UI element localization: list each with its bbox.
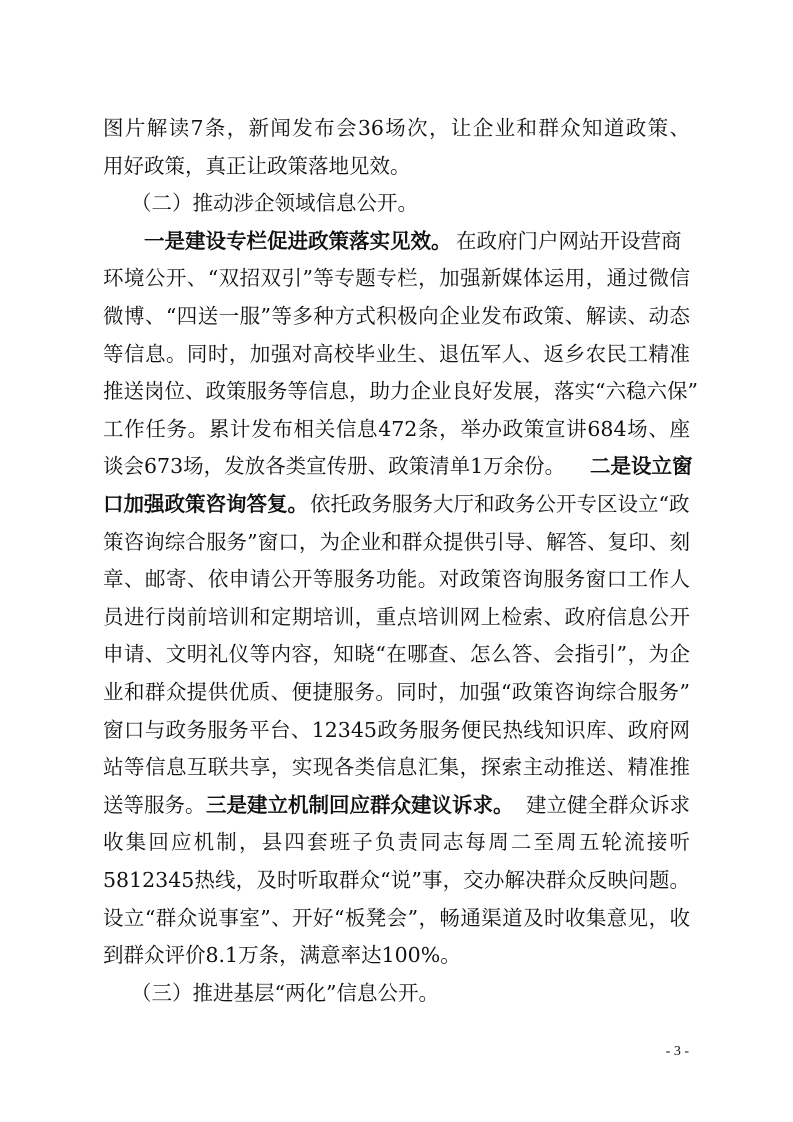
text-line [0,935,793,975]
bold-lead: 一是建设专栏促进政策落实见效。 [144,228,452,253]
text: 业和群众提供优质、便捷服务。同时，加强“政策咨询综合服务” [103,680,690,704]
text-line [0,334,793,374]
text: 工作任务。累计发布相关信息472条，举办政策宣讲684场、座 [103,416,690,441]
text-line [0,785,793,825]
page-number: - 3 - [665,1044,689,1059]
text: 员进行岗前培训和定期培训，重点培训网上检索、政府信息公开 [103,604,690,629]
section-heading [0,183,793,223]
text: 窗口与政务服务平台、12345政务服务便民热线知识库、政府网 [103,717,690,742]
bold-lead: 三是建立机制回应群众建议诉求。 [206,792,514,817]
text-line [0,108,793,148]
text-line [0,597,793,637]
text: 推送岗位、政策服务等信息，助力企业良好发展，落实“六稳六保” [103,379,698,404]
text: 用好政策，真正让政策落地见效。 [103,153,411,178]
text: 依托政务服务大厅和政务公开专区设立“政 [310,492,690,516]
text-line [0,710,793,750]
text: 收集回应机制，县四套班子负责同志每周二至周五轮流接听 [103,830,690,855]
text: 申请、文明礼仪等内容，知晓“在哪查、怎么答、会指引”，为企 [103,642,690,667]
text-line [0,860,793,900]
text-line [0,898,793,938]
text-line [0,296,793,336]
bold-lead: 口加强政策咨询答复。 [103,492,308,516]
text: 环境公开、“双招双引”等专题专栏，加强新媒体运用，通过微信 [103,266,690,291]
text: 5812345热线，及时听取群众“说”事，交办解决群众反映问题。 [103,868,690,892]
text-line [0,258,793,298]
text: 送等服务。 [103,792,206,817]
text: 设立“群众说事室”、开好“板凳会”，畅通渠道及时收集意见，收 [103,905,690,930]
text: 到群众评价8.1万条，满意率达100%。 [103,943,461,968]
text: 站等信息互联共享，实现各类信息汇集，探索主动推送、精准推 [103,755,690,780]
text: 章、邮寄、依申请公开等服务功能。对政策咨询服务窗口工作人 [103,567,690,592]
text: 图片解读7条，新闻发布会36场次，让企业和群众知道政策、 [103,116,690,140]
text-line [0,146,793,186]
text-line [0,822,793,862]
section-heading [0,973,793,1013]
text: 在政府门户网站开设营商 [456,228,682,253]
text: 微博、“四送一服”等多种方式积极向企业发布政策、解读、动态 [103,304,690,328]
text-line [0,446,793,486]
text: 等信息。同时，加强对高校毕业生、退伍军人、返乡农民工精准 [103,341,690,366]
heading-text: （三）推进基层“两化”信息公开。 [131,980,439,1005]
text: 策咨询综合服务”窗口，为企业和群众提供引导、解答、复印、刻 [103,529,690,554]
text-line [0,371,793,411]
bold-lead: 二是设立窗 [590,454,693,479]
text-line [0,221,793,261]
text-line [0,559,793,599]
text-line [0,484,793,524]
heading-text: （二）推动涉企领域信息公开。 [131,191,418,216]
text-line [0,409,793,449]
text-line [0,672,793,712]
text: 建立健全群众诉求 [526,792,690,817]
text-line [0,747,793,787]
text: 谈会673场，发放各类宣传册、政策清单1万余份。 [103,454,566,479]
text-line [0,634,793,674]
text-line [0,522,793,562]
